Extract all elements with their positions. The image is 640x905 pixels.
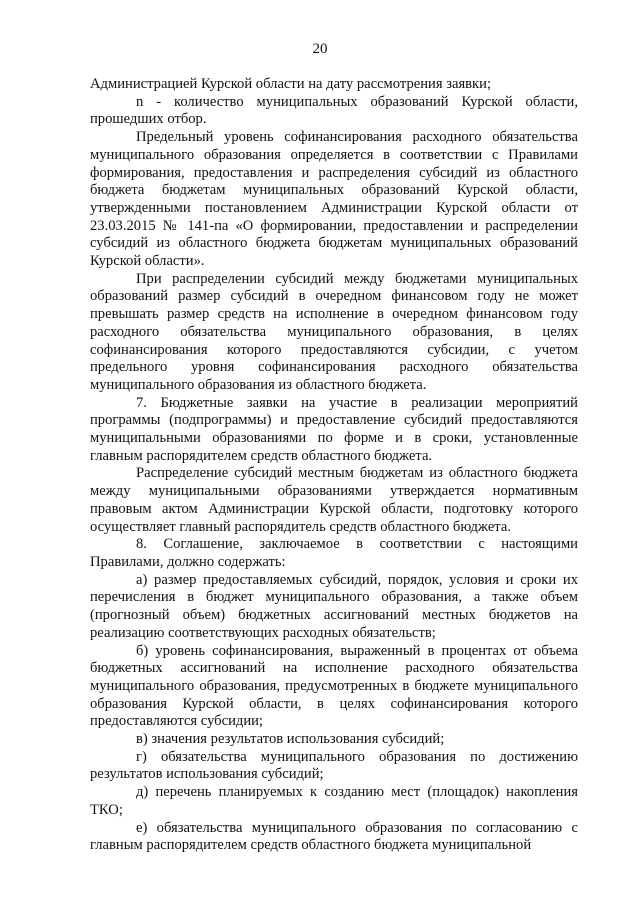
list-item-v: в) значения результатов использования субсидий; — [136, 731, 445, 748]
list-item-e: е) обязательства муниципального образования по согласованию с главным распорядителем средств областного бюджета муниципальной — [90, 819, 578, 854]
list-item-a: а) размер предоставляемых субсидий, порядок, условия и сроки их перечисления в бюджет муниципального образования, а также объем (прогнозный объем) бюджетных ассигнований местных бюджетов на реализацию соответствующих расходных обязательств; — [90, 571, 578, 641]
paragraph-item-7: 7. Бюджетные заявки на участие в реализации мероприятий программы (подпрограммы) и предоставление субсидий предоставляются муниципальными образованиями по форме и в сроки, установленные главным распорядителем средств областного бюджета. — [90, 394, 578, 464]
list-item-b: б) уровень софинансирования, выраженный в процентах от объема бюджетных ассигнований на исполнение расходного обязательства муниципального образования, предусмотренных в бюджете муниципального образования Курской области, в целях софинансирования которого предоставляются субсидии; — [90, 642, 578, 730]
document-body — [90, 76, 578, 855]
paragraph-n-definition: n - количество муниципальных образований Курской области, прошедших отбор. — [90, 93, 578, 128]
paragraph-cofinancing-limit: Предельный уровень софинансирования расходного обязательства муниципального образования определяется в соответствии с Правилами формирования, предоставления и распределения субсидий из областного бюджета бюджетам муниципальных образований Курской области, утвержденными постановлением Администрации Курской области от 23.03.2015 № 141-па «О формировании, предоставлении и распределении субсидий из областного бюджета бюджетам муниципальных образований Курской области». — [90, 129, 578, 270]
paragraph-continuation: Администрацией Курской области на дату рассмотрения заявки; — [90, 76, 492, 92]
list-item-g: г) обязательства муниципального образования по достижению результатов использования субсидий; — [90, 748, 578, 783]
list-item-d: д) перечень планируемых к созданию мест (площадок) накопления ТКО; — [90, 784, 578, 818]
paragraph-distribution-limit: При распределении субсидий между бюджетами муниципальных образований размер субсидий в очередном финансовом году не может превышать размер средств на исполнение в очередном финансовом году расходного обязательства муниципального образования, в целях софинансирования которого предоставляются субсидии, с учетом предельного уровня софинансирования расходного обязательства муниципального образования из областного бюджета. — [90, 270, 578, 393]
paragraph-distribution-approval: Распределение субсидий местным бюджетам из областного бюджета между муниципальными образованиями утверждается нормативным правовым актом Администрации Курской области, подготовку которого осуществляет главный распорядитель средств областного бюджета. — [90, 465, 578, 535]
paragraph-item-8: 8. Соглашение, заключаемое в соответствии с настоящими Правилами, должно содержать: — [90, 536, 578, 570]
page-number: 20 — [312, 41, 328, 57]
